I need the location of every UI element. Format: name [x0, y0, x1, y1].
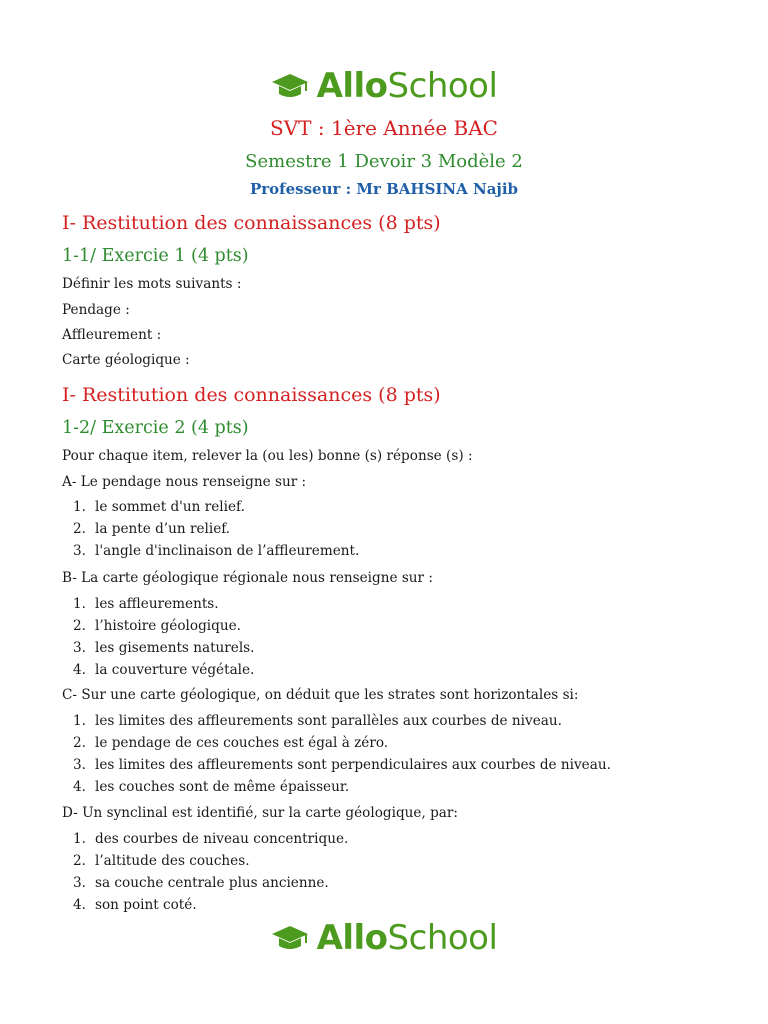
logo-wordmark: AlloSchool: [316, 918, 498, 958]
question-a: A- Le pendage nous renseigne sur :: [62, 474, 307, 490]
term-affleurement: Affleurement :: [62, 327, 162, 343]
logo-wordmark: AlloSchool: [316, 66, 498, 106]
professor-name: Professeur : Mr BAHSINA Najib: [249, 180, 519, 198]
exercise-1-intro: Définir les mots suivants :: [62, 276, 242, 292]
question-c: C- Sur une carte géologique, on déduit que les strates sont horizontales si:: [62, 687, 579, 703]
subject-title: SVT : 1ère Année BAC: [270, 116, 498, 140]
alloschool-logo-bottom[interactable]: [0, 916, 768, 960]
section-2-title: I- Restitution des connaissances (8 pts): [62, 384, 441, 406]
exercise-2-title: 1-2/ Exercie 2 (4 pts): [62, 418, 249, 438]
exercise-1-title: 1-1/ Exercie 1 (4 pts): [62, 246, 249, 266]
exercise-2-intro: Pour chaque item, relever la (ou les) bonne (s) réponse (s) :: [62, 448, 473, 464]
term-carte-geologique: Carte géologique :: [62, 352, 190, 368]
alloschool-logo-top[interactable]: [0, 64, 768, 108]
section-1-title: I- Restitution des connaissances (8 pts): [62, 212, 441, 234]
term-pendage: Pendage :: [62, 302, 130, 318]
semester-title: Semestre 1 Devoir 3 Modèle 2: [245, 151, 523, 172]
question-b: B- La carte géologique régionale nous renseigne sur :: [62, 570, 433, 586]
graduation-cap-icon: [271, 923, 309, 953]
graduation-cap-icon: [271, 71, 309, 101]
question-d: D- Un synclinal est identifié, sur la carte géologique, par:: [62, 805, 458, 821]
